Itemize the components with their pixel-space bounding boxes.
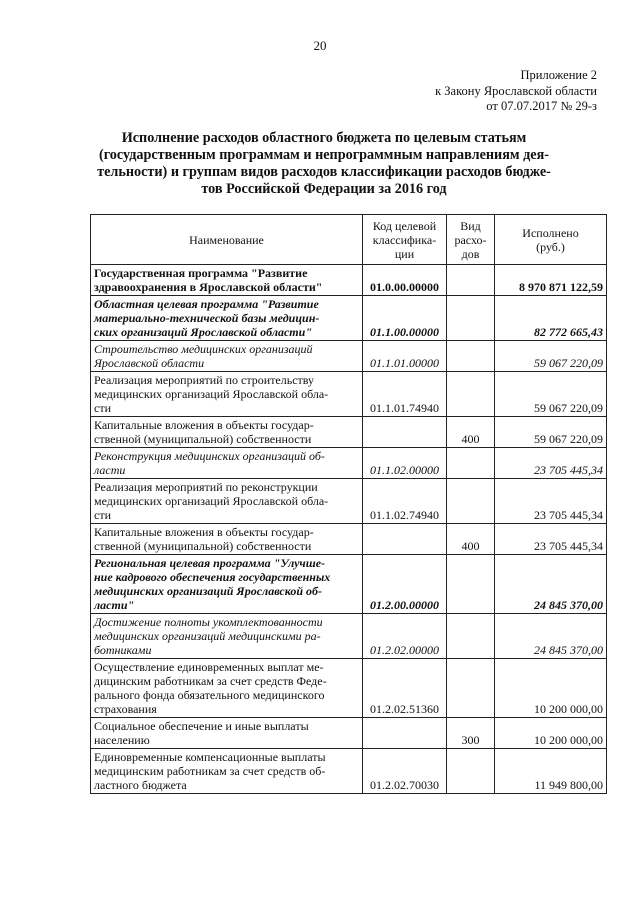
row-type-cell bbox=[447, 555, 495, 614]
row-name-cell: Осуществление единовременных выплат ме- дицинским работникам за счет средств Федe- рального фонда обязательного медицинского страхования bbox=[91, 659, 363, 718]
row-code-cell: 01.2.00.00000 bbox=[363, 555, 447, 614]
row-name-cell: Государственная программа "Развитие здравоохранения в Ярославской области" bbox=[91, 265, 363, 296]
row-name-cell: Капитальные вложения в объекты государ- ственной (муниципальной) собственности bbox=[91, 524, 363, 555]
header-code: Код целевой классифика- ции bbox=[363, 215, 447, 265]
table-row bbox=[91, 341, 607, 372]
table-row bbox=[91, 265, 607, 296]
header-type: Вид расхо- дов bbox=[447, 215, 495, 265]
row-name-cell: Реализация мероприятий по реконструкции медицинских организаций Ярославской обла- сти bbox=[91, 479, 363, 524]
row-type-cell bbox=[447, 296, 495, 341]
appendix-line-3: от 07.07.2017 № 29-з bbox=[486, 99, 597, 113]
row-amount-cell: 24 845 370,00 bbox=[495, 614, 607, 659]
row-amount-cell: 11 949 800,00 bbox=[495, 749, 607, 794]
row-amount-cell: 59 067 220,09 bbox=[495, 417, 607, 448]
row-code-cell: 01.1.02.74940 bbox=[363, 479, 447, 524]
header-executed: Исполнено (руб.) bbox=[495, 215, 607, 265]
table-row bbox=[91, 718, 607, 749]
table-header-row bbox=[91, 215, 607, 265]
row-type-cell bbox=[447, 749, 495, 794]
document-title bbox=[92, 130, 556, 198]
title-line-2: (государственным программам и непрограммным направлениям дея- bbox=[98, 147, 549, 163]
appendix-note bbox=[435, 68, 597, 115]
row-name-cell: Строительство медицинских организаций Ярославской области bbox=[91, 341, 363, 372]
row-amount-cell: 10 200 000,00 bbox=[495, 659, 607, 718]
row-amount-cell: 23 705 445,34 bbox=[495, 524, 607, 555]
row-type-cell bbox=[447, 659, 495, 718]
header-name: Наименование bbox=[91, 215, 363, 265]
title-line-4: тов Российской Федерации за 2016 год bbox=[201, 181, 447, 197]
table-row bbox=[91, 555, 607, 614]
row-code-cell: 01.2.02.51360 bbox=[363, 659, 447, 718]
row-name-cell: Единовременные компенсационные выплаты медицинским работникам за счет средств об- ластного бюджета bbox=[91, 749, 363, 794]
appendix-line-2: к Закону Ярославской области bbox=[435, 83, 597, 98]
row-name-cell: Достижение полноты укомплектованности медицинских организаций медицинскими ра- ботниками bbox=[91, 614, 363, 659]
table-row bbox=[91, 659, 607, 718]
title-line-3: тельности) и группам видов расходов классификации расходов бюдже- bbox=[97, 164, 551, 180]
row-code-cell bbox=[363, 417, 447, 448]
row-name-cell: Реализация мероприятий по строительству медицинских организаций Ярославской обла- сти bbox=[91, 372, 363, 417]
row-name-cell: Региональная целевая программа "Улучше- ние кадрового обеспечения государственных медицинских организаций Ярославской об- ласти" bbox=[91, 555, 363, 614]
row-type-cell bbox=[447, 341, 495, 372]
table-row bbox=[91, 417, 607, 448]
row-type-cell bbox=[447, 448, 495, 479]
title-line-1: Исполнение расходов областного бюджета по целевым статьям bbox=[121, 130, 527, 146]
row-amount-cell: 59 067 220,09 bbox=[495, 341, 607, 372]
row-type-cell bbox=[447, 372, 495, 417]
row-code-cell: 01.2.02.70030 bbox=[363, 749, 447, 794]
table-body bbox=[91, 265, 607, 794]
row-type-cell: 400 bbox=[447, 524, 495, 555]
row-code-cell: 01.1.00.00000 bbox=[363, 296, 447, 341]
row-amount-cell: 59 067 220,09 bbox=[495, 372, 607, 417]
row-code-cell bbox=[363, 524, 447, 555]
row-code-cell bbox=[363, 718, 447, 749]
row-amount-cell: 24 845 370,00 bbox=[495, 555, 607, 614]
row-amount-cell: 10 200 000,00 bbox=[495, 718, 607, 749]
table-row bbox=[91, 614, 607, 659]
expenditure-table bbox=[90, 214, 607, 794]
row-name-cell: Социальное обеспечение и иные выплаты населению bbox=[91, 718, 363, 749]
row-code-cell: 01.1.02.00000 bbox=[363, 448, 447, 479]
row-type-cell bbox=[447, 479, 495, 524]
row-name-cell: Капитальные вложения в объекты государ- ственной (муниципальной) собственности bbox=[91, 417, 363, 448]
appendix-line-1: Приложение 2 bbox=[520, 68, 597, 82]
row-name-cell: Областная целевая программа "Развитие материально-технической базы медицин- ских организаций Ярославской области" bbox=[91, 296, 363, 341]
row-name-cell: Реконструкция медицинских организаций об- ласти bbox=[91, 448, 363, 479]
page-number: 20 bbox=[313, 38, 327, 53]
row-code-cell: 01.1.01.00000 bbox=[363, 341, 447, 372]
row-type-cell: 300 bbox=[447, 718, 495, 749]
row-code-cell: 01.0.00.00000 bbox=[363, 265, 447, 296]
table-row bbox=[91, 296, 607, 341]
row-code-cell: 01.2.02.00000 bbox=[363, 614, 447, 659]
table-row bbox=[91, 479, 607, 524]
table-row bbox=[91, 524, 607, 555]
row-type-cell bbox=[447, 614, 495, 659]
row-amount-cell: 8 970 871 122,59 bbox=[495, 265, 607, 296]
row-type-cell: 400 bbox=[447, 417, 495, 448]
row-amount-cell: 82 772 665,43 bbox=[495, 296, 607, 341]
table-row bbox=[91, 448, 607, 479]
row-amount-cell: 23 705 445,34 bbox=[495, 479, 607, 524]
row-type-cell bbox=[447, 265, 495, 296]
row-amount-cell: 23 705 445,34 bbox=[495, 448, 607, 479]
row-code-cell: 01.1.01.74940 bbox=[363, 372, 447, 417]
table-row bbox=[91, 749, 607, 794]
table-row bbox=[91, 372, 607, 417]
